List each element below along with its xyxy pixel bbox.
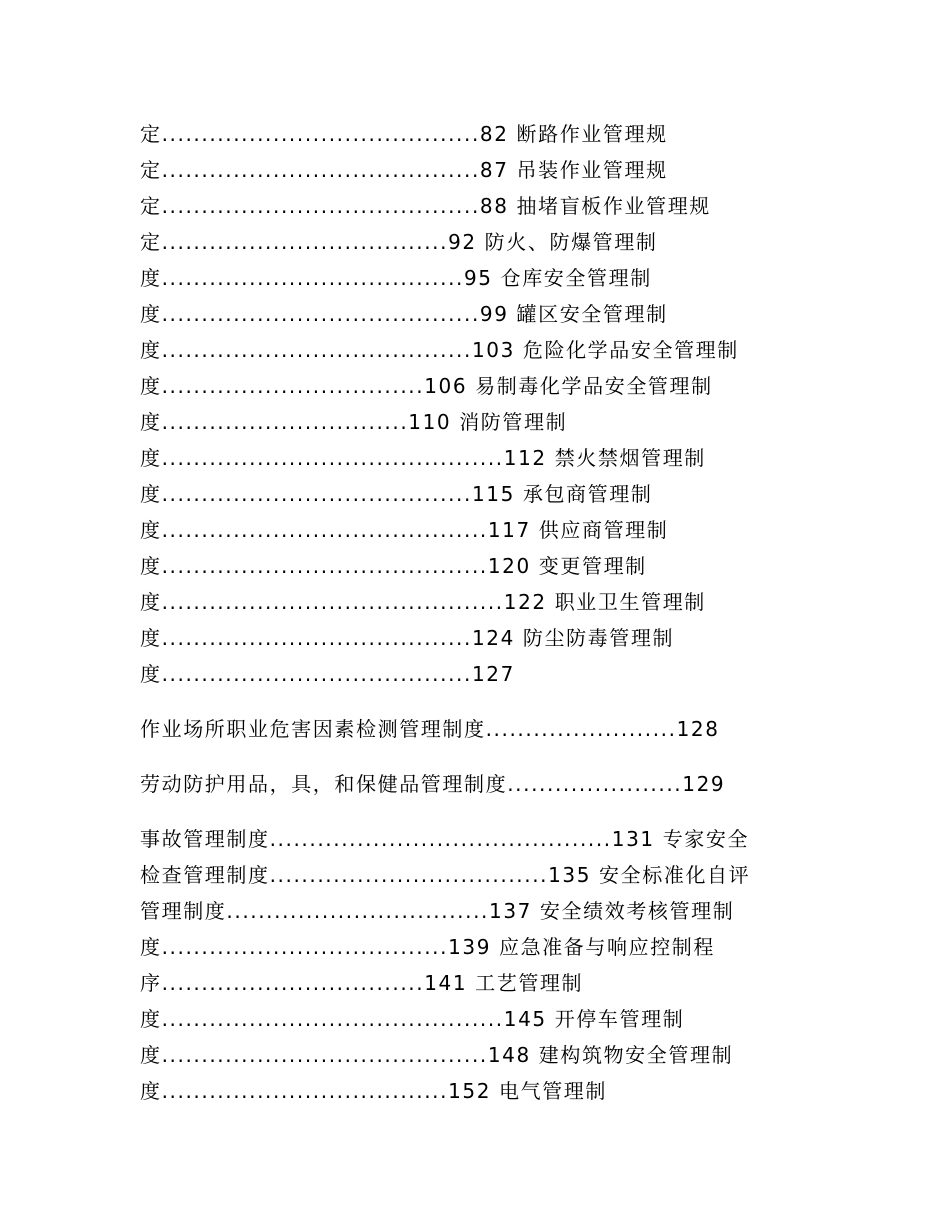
toc-entry: 事故管理制度...........................................131 专家安全 bbox=[140, 827, 750, 851]
toc-entry: 定........................................87 吊装作业管理规 bbox=[140, 158, 668, 182]
toc-entry: 定........................................88 抽堵盲板作业管理规 bbox=[140, 194, 711, 218]
toc-entry: 定........................................82 断路作业管理规 bbox=[140, 122, 668, 146]
toc-entry: 定....................................92 防火、防爆管理制 bbox=[140, 230, 658, 254]
toc-entry: 劳动防护用品，具，和保健品管理制度......................129 bbox=[140, 772, 726, 796]
toc-entry: 作业场所职业危害因素检测管理制度........................128 bbox=[140, 717, 720, 741]
toc-entry: 度.......................................103 危险化学品安全管理制 bbox=[140, 338, 739, 362]
toc-entry: 度.........................................117 供应商管理制 bbox=[140, 518, 669, 542]
toc-entry: 度...........................................145 开停车管理制 bbox=[140, 1007, 685, 1031]
toc-entry: 度.......................................115 承包商管理制 bbox=[140, 482, 653, 506]
paragraph-gap bbox=[140, 802, 840, 821]
toc-entry: 度.........................................148 建构筑物安全管理制 bbox=[140, 1043, 734, 1067]
toc-entry: 检查管理制度...................................135 安全标准化自评 bbox=[140, 863, 751, 887]
toc-entry: 度...........................................112 禁火禁烟管理制 bbox=[140, 446, 706, 470]
toc-entry: 度......................................95 仓库安全管理制 bbox=[140, 266, 652, 290]
toc-entry: 度...............................110 消防管理制 bbox=[140, 410, 568, 434]
toc-entry: 度.................................106 易制毒化学品安全管理制 bbox=[140, 374, 713, 398]
toc-entry: 度...........................................122 职业卫生管理制 bbox=[140, 590, 706, 614]
table-of-contents bbox=[140, 116, 840, 1109]
toc-entry: 度.......................................127 bbox=[140, 662, 515, 686]
toc-entry: 度....................................139 应急准备与响应控制程 bbox=[140, 935, 715, 959]
toc-entry: 管理制度.................................137 安全绩效考核管理制 bbox=[140, 899, 735, 923]
toc-entry: 度....................................152 电气管理制 bbox=[140, 1079, 607, 1103]
toc-entry: 度.......................................124 防尘防毒管理制 bbox=[140, 626, 675, 650]
toc-entry: 度.........................................120 变更管理制 bbox=[140, 554, 647, 578]
paragraph-gap bbox=[140, 692, 840, 711]
toc-entry: 度........................................99 罐区安全管理制 bbox=[140, 302, 668, 326]
toc-entry: 序.................................141 工艺管理制 bbox=[140, 971, 584, 995]
paragraph-gap bbox=[140, 747, 840, 766]
